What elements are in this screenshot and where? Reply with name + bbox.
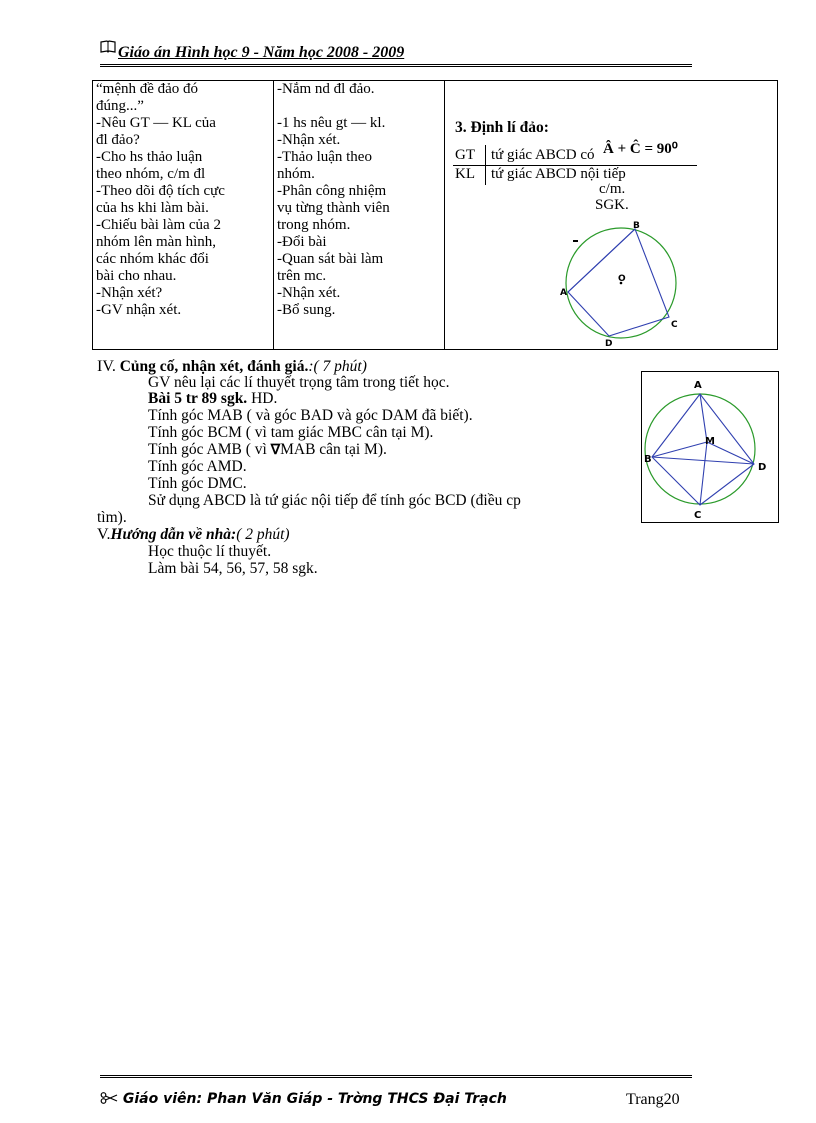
section-5-heading [97, 526, 290, 543]
text-line: của hs khi làm bài. [96, 200, 209, 216]
segment-bd [652, 457, 754, 464]
text-line: -Bổ sung. [277, 302, 336, 318]
section-title: Củng cố, nhận xét, đánh giá. [119, 358, 309, 375]
text-line: đúng...” [96, 98, 144, 114]
text-line: vụ từng thành viên [277, 200, 390, 216]
text-line: trên mc. [277, 268, 327, 284]
book-icon [100, 40, 116, 54]
text-line: các nhóm khác đổi [96, 251, 209, 267]
kl-label: KL [455, 166, 475, 182]
gt-kl-block [453, 141, 697, 185]
section-time: :( 7 phút) [308, 358, 367, 375]
exercise-line [148, 390, 277, 407]
text-fragment: Tính góc AMB ( vì [148, 441, 271, 458]
text-line: -Cho hs thảo luận [96, 149, 203, 165]
section-time: ( 2 phút) [236, 526, 290, 543]
footer-rule [100, 1075, 692, 1078]
segment-cm [700, 442, 707, 505]
teacher-name: Giáo viên: Phan Văn Giáp - Trờng THCS Đại Trạch [122, 1091, 507, 1107]
section-title: Hướng dẫn về nhà: [110, 526, 237, 543]
proof-ref: SGK. [595, 197, 629, 213]
section-number: V. [97, 526, 111, 543]
text-line: -Chiếu bài làm của 2 [96, 217, 221, 233]
text-line: đl đảo? [96, 132, 140, 148]
lesson-table [92, 80, 778, 350]
section-4-heading [97, 358, 367, 375]
text-line: “mệnh đề đảo đó [96, 81, 199, 97]
page-header [100, 40, 692, 67]
label-d: D [605, 339, 613, 349]
gt-label: GT [455, 147, 475, 163]
segment-bm [652, 442, 707, 457]
gt-text: tứ giác ABCD có [491, 147, 595, 163]
section-number: IV. [97, 358, 116, 375]
text-line: bài cho nhau. [96, 268, 177, 284]
text-line: -Nắm nd đl đảo. [277, 81, 375, 97]
page-number: Trang20 [626, 1091, 680, 1108]
text-line: Tính góc AMD. [148, 458, 247, 475]
text-line: Học thuộc lí thuyết. [148, 543, 272, 560]
header-title: Giáo án Hình học 9 - Năm học 2008 - 2009 [118, 44, 405, 61]
text-line: -Đổi bài [277, 234, 327, 250]
scissors-icon [100, 1092, 118, 1104]
exercise-hint: HD. [247, 390, 278, 407]
teacher-activity-cell [93, 81, 274, 350]
text-line: -Theo dõi độ tích cực [96, 183, 225, 199]
triangle-symbol: ∇ [270, 443, 281, 458]
text-line: -Quan sát bài làm [277, 251, 384, 267]
text-line: GV nêu lại các lí thuyết trọng tâm trong tiết học. [148, 374, 450, 391]
text-line: -Thảo luận theo [277, 149, 372, 165]
text-line: -Phân công nhiệm [277, 183, 387, 199]
text-line: nhóm lên màn hình, [96, 234, 216, 250]
text-line: Tính góc BCM ( vì tam giác MBC cân tại M). [148, 424, 434, 441]
text-line: tìm). [97, 509, 127, 526]
label-b: B [644, 454, 652, 465]
circle [645, 394, 755, 504]
cyclic-quadrilateral-figure [555, 215, 685, 349]
label-a: A [694, 380, 702, 391]
text-line: -Nhận xét. [277, 132, 341, 148]
text-line: Tính góc MAB ( và góc BAD và góc DAM đã biết). [148, 407, 473, 424]
label-c: C [694, 510, 702, 521]
footer-teacher [100, 1091, 507, 1107]
label-c: C [671, 320, 678, 330]
label-d: D [758, 462, 767, 473]
text-line: nhóm. [277, 166, 315, 182]
text-line: Tính góc DMC. [148, 475, 247, 492]
content-cell [445, 81, 778, 350]
gt-formula: Â + Ĉ = 90⁰ [603, 141, 678, 157]
student-activity-cell [274, 81, 445, 350]
text-line: trong nhóm. [277, 217, 351, 233]
small-mark [573, 240, 578, 242]
proof-line: c/m. [599, 181, 626, 197]
text-line [148, 441, 387, 459]
label-b: B [633, 221, 640, 231]
text-line: -Nhận xét. [277, 285, 341, 301]
text-line: Làm bài 54, 56, 57, 58 sgk. [148, 560, 318, 577]
text-line: -GV nhận xét. [96, 302, 182, 318]
text-line [277, 98, 441, 115]
kl-text: tứ giác ABCD nội tiếp [491, 166, 626, 182]
text-line: -Nêu GT — KL của [96, 115, 216, 131]
theorem-heading: 3. Định lí đảo: [455, 119, 549, 136]
exercise-title: Bài 5 tr 89 sgk. [148, 390, 248, 407]
exercise-figure-frame [641, 371, 779, 523]
text-line: Sử dụng ABCD là tứ giác nội tiếp để tính góc BCD (điều cp [148, 492, 521, 509]
text-line: -Nhận xét? [96, 285, 163, 301]
label-o: O [618, 274, 626, 284]
text-line: -1 hs nêu gt — kl. [277, 115, 386, 131]
label-m: M [705, 436, 715, 447]
text-fragment: MAB cân tại M). [280, 441, 387, 458]
text-line: theo nhóm, c/m đl [96, 166, 206, 182]
exercise-figure [642, 372, 778, 522]
label-a: A [560, 288, 567, 298]
